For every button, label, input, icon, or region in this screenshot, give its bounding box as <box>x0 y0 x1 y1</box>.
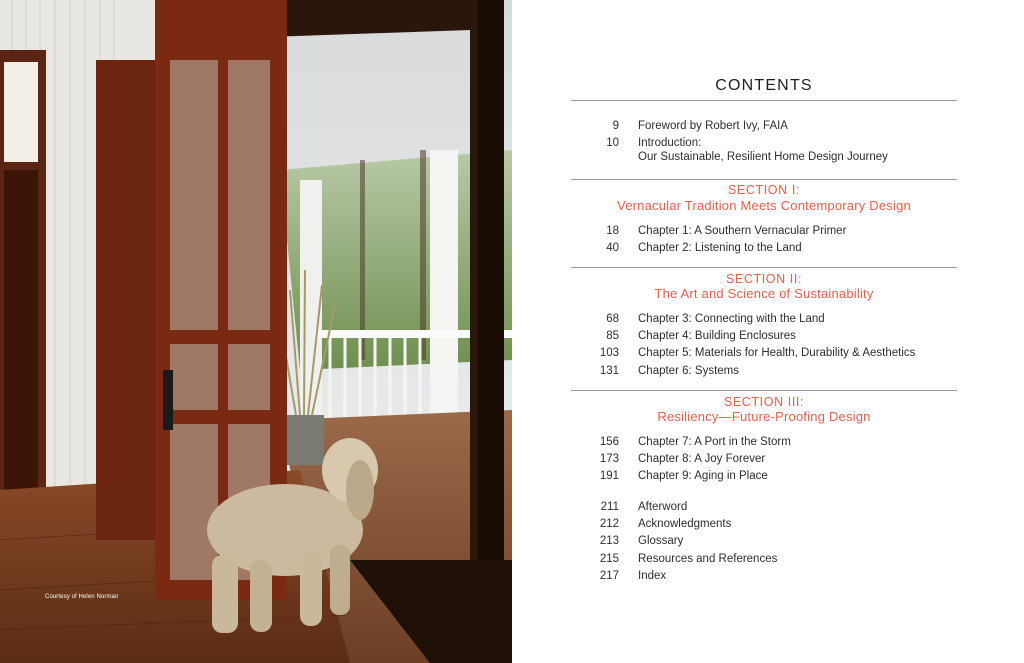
section-rule <box>571 179 957 180</box>
section-3-label: SECTION III: <box>723 395 805 409</box>
toc-page-number: 212 <box>599 518 619 530</box>
toc-page-number: 213 <box>599 535 619 547</box>
toc-entry-title: Chapter 9: Aging in Place <box>638 470 768 482</box>
toc-entry-title: Chapter 3: Connecting with the Land <box>638 313 825 325</box>
photo-credit: Courtesy of Helen Norman <box>45 594 119 600</box>
contents-title: CONTENTS <box>715 77 813 94</box>
section-rule <box>571 390 957 391</box>
toc-page-number: 211 <box>600 501 619 513</box>
toc-page-number: 103 <box>599 347 619 359</box>
contents-page <box>512 0 1024 663</box>
toc-entry-title: Index <box>638 570 667 582</box>
toc-page-number: 191 <box>599 470 619 482</box>
section-2-label: SECTION II: <box>725 272 803 286</box>
toc-page-number: 85 <box>606 330 619 342</box>
toc-page-number: 68 <box>606 313 619 325</box>
section-2-title: The Art and Science of Sustainability <box>654 286 874 301</box>
section-1-label: SECTION I: <box>728 183 800 197</box>
toc-entry-title: Afterword <box>638 501 688 513</box>
section-rule <box>571 267 957 268</box>
toc-entry-title: Glossary <box>638 535 684 547</box>
toc-page-number: 156 <box>599 436 619 448</box>
toc-page-number: 173 <box>599 453 619 465</box>
toc-entry-title: Introduction: <box>638 137 702 149</box>
toc-entry-title: Chapter 2: Listening to the Land <box>638 242 802 254</box>
title-rule <box>571 100 957 101</box>
section-3-title: Resiliency—Future-Proofing Design <box>657 409 871 424</box>
toc-entry-subtitle: Our Sustainable, Resilient Home Design Journey <box>638 151 888 163</box>
toc-page-number: 215 <box>599 553 619 565</box>
toc-page-number: 9 <box>612 120 619 132</box>
toc-page-number: 18 <box>606 225 619 237</box>
toc-page-number: 10 <box>606 137 619 149</box>
section-1-title: Vernacular Tradition Meets Contemporary Design <box>617 198 911 213</box>
toc-entry-title: Chapter 8: A Joy Forever <box>638 453 766 465</box>
toc-entry-title: Resources and References <box>638 553 778 565</box>
toc-entry-title: Chapter 7: A Port in the Storm <box>638 436 791 448</box>
toc-entry-title: Acknowledgments <box>638 518 732 530</box>
toc-page-number: 131 <box>599 365 619 377</box>
toc-entry-title: Chapter 6: Systems <box>638 365 739 377</box>
toc-entry-title: Chapter 4: Building Enclosures <box>638 330 796 342</box>
toc-entry-title: Foreword by Robert Ivy, FAIA <box>638 120 788 132</box>
toc-page-number: 40 <box>606 242 619 254</box>
toc-entry-title: Chapter 5: Materials for Health, Durability & Aesthetics <box>638 347 916 359</box>
toc-entry-title: Chapter 1: A Southern Vernacular Primer <box>638 225 847 237</box>
toc-page-number: 217 <box>599 570 619 582</box>
